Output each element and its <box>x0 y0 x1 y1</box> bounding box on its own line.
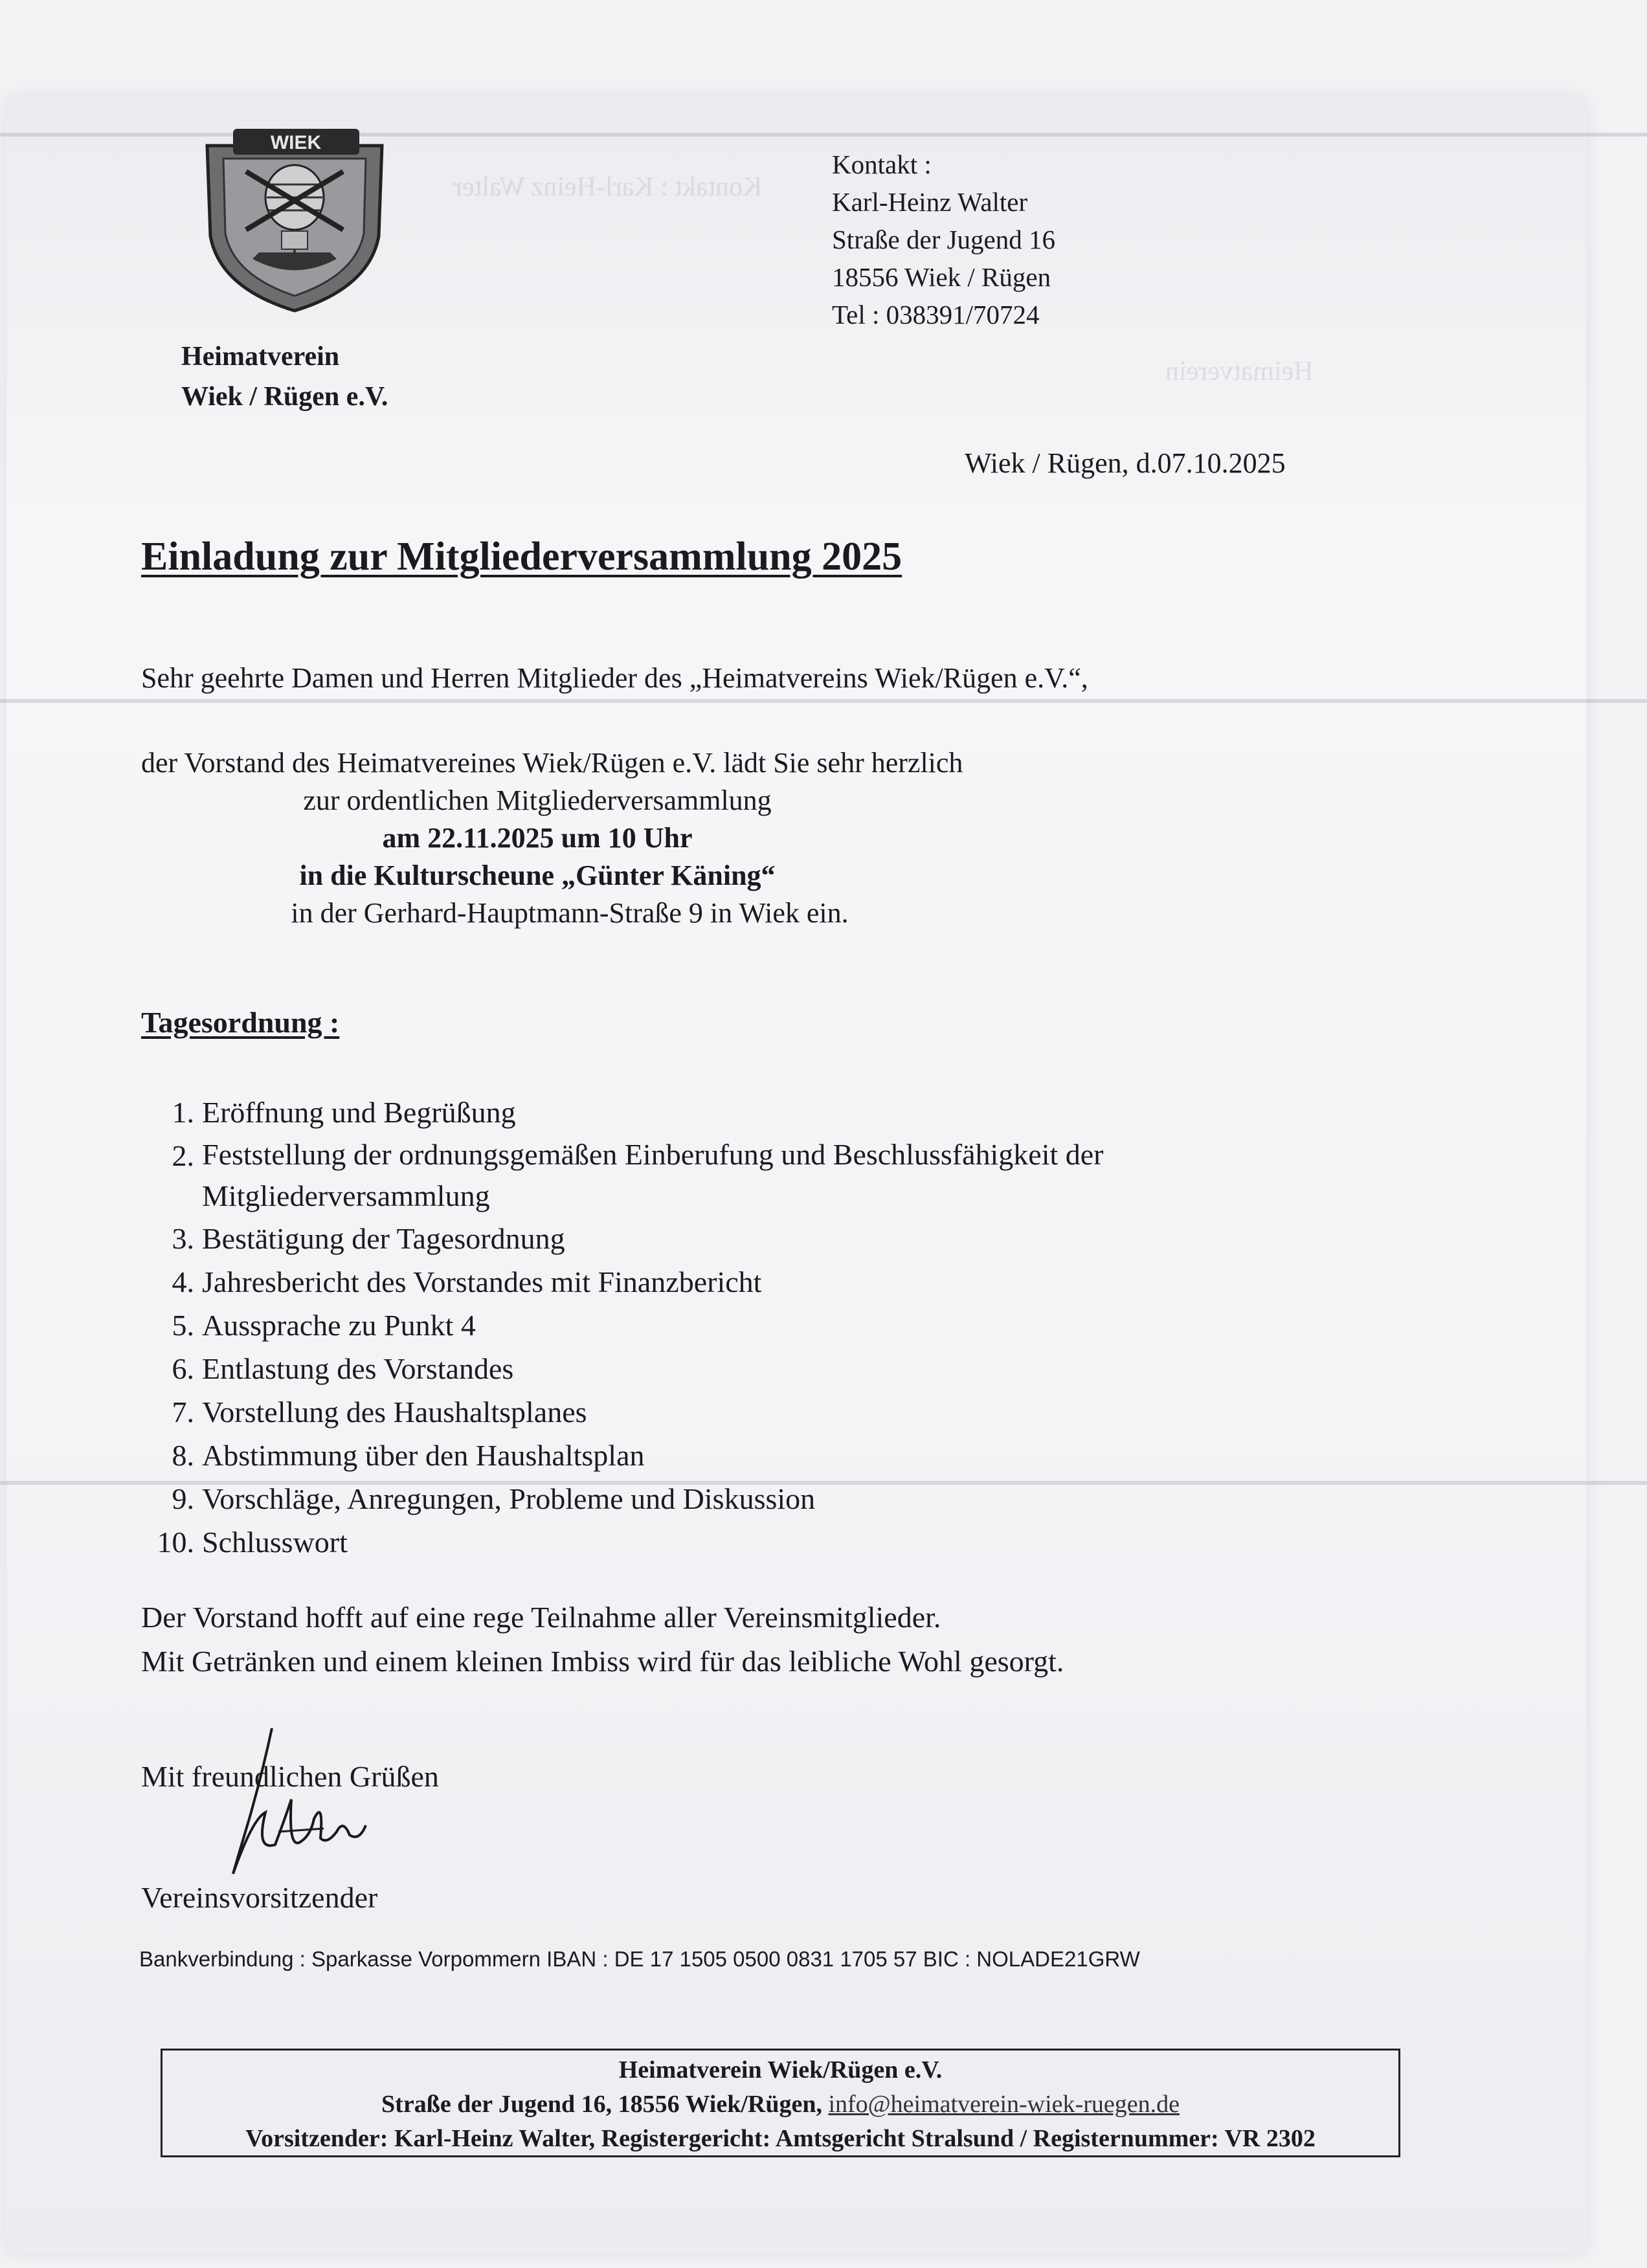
agenda-item <box>139 1477 1432 1520</box>
footer-register-info: Vorsitzender: Karl-Heinz Walter, Registergericht: Amtsgericht Stralsund / Registernummer: VR 2302 <box>245 2125 1316 2152</box>
footer-address: Straße der Jugend 16, 18556 Wiek/Rügen, <box>381 2091 822 2118</box>
show-through-text: Kontakt : Karl-Heinz Walter <box>453 172 763 202</box>
invitation-address: in der Gerhard-Hauptmann-Straße 9 in Wiek ein. <box>291 897 849 929</box>
club-name <box>181 337 388 417</box>
agenda-item <box>139 1390 1432 1434</box>
footer-box <box>161 2049 1400 2157</box>
agenda-item <box>139 1520 1432 1564</box>
agenda-item-number: 5. <box>172 1309 194 1342</box>
agenda-item-number: 7. <box>172 1395 194 1429</box>
contact-street: Straße der Jugend 16 <box>832 225 1055 254</box>
agenda-item-text: Vorstellung des Haushaltsplanes <box>202 1395 587 1429</box>
invitation-line: zur ordentlichen Mitgliederversammlung <box>303 784 772 816</box>
show-through-text: Heimatverein <box>1165 357 1314 386</box>
invitation-line: der Vorstand des Heimatvereines Wiek/Rügen e.V. lädt Sie sehr herzlich <box>141 747 963 779</box>
salutation: Sehr geehrte Damen und Herren Mitglieder des „Heimatvereins Wiek/Rügen e.V.“, <box>141 662 1088 694</box>
agenda-item-number: 9. <box>172 1482 194 1515</box>
closing-text <box>141 1595 1064 1684</box>
agenda-item <box>139 1434 1432 1477</box>
agenda-item <box>139 1304 1432 1347</box>
date-line: Wiek / Rügen, d.07.10.2025 <box>965 447 1286 479</box>
agenda-item <box>139 1260 1432 1304</box>
letter-title: Einladung zur Mitgliederversammlung 2025 <box>141 535 902 579</box>
agenda-item <box>139 1217 1432 1260</box>
agenda-item-number: 2. <box>172 1139 194 1172</box>
contact-heading: Kontakt : <box>832 150 932 179</box>
greeting: Mit freundlichen Grüßen <box>141 1760 439 1793</box>
contact-phone: Tel : 038391/70724 <box>832 300 1040 329</box>
closing-line: Der Vorstand hofft auf eine rege Teilnahme aller Vereinsmitglieder. <box>141 1601 941 1634</box>
invitation-date: am 22.11.2025 um 10 Uhr <box>382 822 693 854</box>
agenda-item-number: 6. <box>172 1352 194 1385</box>
agenda-item-number: 3. <box>172 1222 194 1255</box>
bank-details: Bankverbindung : Sparkasse Vorpommern IBAN : DE 17 1505 0500 0831 1705 57 BIC : NOLADE21GRW <box>139 1947 1140 1971</box>
invitation-text <box>0 744 1003 932</box>
closing-line: Mit Getränken und einem kleinen Imbiss wird für das leibliche Wohl gesorgt. <box>141 1645 1064 1678</box>
agenda-item-text: Jahresbericht des Vorstandes mit Finanzbericht <box>202 1265 762 1298</box>
club-name-line: Heimatverein <box>181 342 340 372</box>
agenda-item <box>139 1134 1432 1217</box>
agenda-heading: Tagesordnung : <box>141 1006 340 1039</box>
svg-text:WIEK: WIEK <box>270 132 322 153</box>
agenda-item-text: Aussprache zu Punkt 4 <box>202 1309 476 1342</box>
agenda-item-text: Feststellung der ordnungsgemäßen Einberufung und Beschlussfähigkeit der Mitgliederversammlung <box>202 1138 1104 1212</box>
contact-name: Karl-Heinz Walter <box>832 187 1028 217</box>
agenda-item-number: 8. <box>172 1439 194 1472</box>
footer-email-link[interactable]: info@heimatverein-wiek-ruegen.de <box>828 2091 1180 2118</box>
invitation-venue: in die Kulturscheune „Günter Käning“ <box>299 860 776 891</box>
signatory-role: Vereinsvorsitzender <box>141 1881 378 1914</box>
agenda-item <box>139 1091 1432 1134</box>
footer-club-name: Heimatverein Wiek/Rügen e.V. <box>618 2056 943 2084</box>
footer-address-line <box>162 2087 1398 2122</box>
agenda-item-number: 10. <box>157 1526 194 1559</box>
club-name-line: Wiek / Rügen e.V. <box>181 382 388 412</box>
agenda-item-text: Abstimmung über den Haushaltsplan <box>202 1439 645 1472</box>
club-logo-icon <box>194 126 395 314</box>
agenda-item-text: Schlusswort <box>202 1526 348 1559</box>
agenda-item-text: Eröffnung und Begrüßung <box>202 1096 516 1129</box>
contact-block <box>832 146 1055 333</box>
agenda-list <box>139 1091 1432 1564</box>
agenda-item-text: Entlastung des Vorstandes <box>202 1352 514 1385</box>
agenda-item-number: 4. <box>172 1265 194 1298</box>
agenda-item-text: Vorschläge, Anregungen, Probleme und Diskussion <box>202 1482 816 1515</box>
agenda-item-number: 1. <box>172 1096 194 1129</box>
agenda-item <box>139 1347 1432 1390</box>
agenda-item-text: Bestätigung der Tagesordnung <box>202 1222 565 1255</box>
paper-fold-line <box>0 699 1647 703</box>
contact-city: 18556 Wiek / Rügen <box>832 262 1051 292</box>
handwritten-signature <box>194 1722 401 1896</box>
